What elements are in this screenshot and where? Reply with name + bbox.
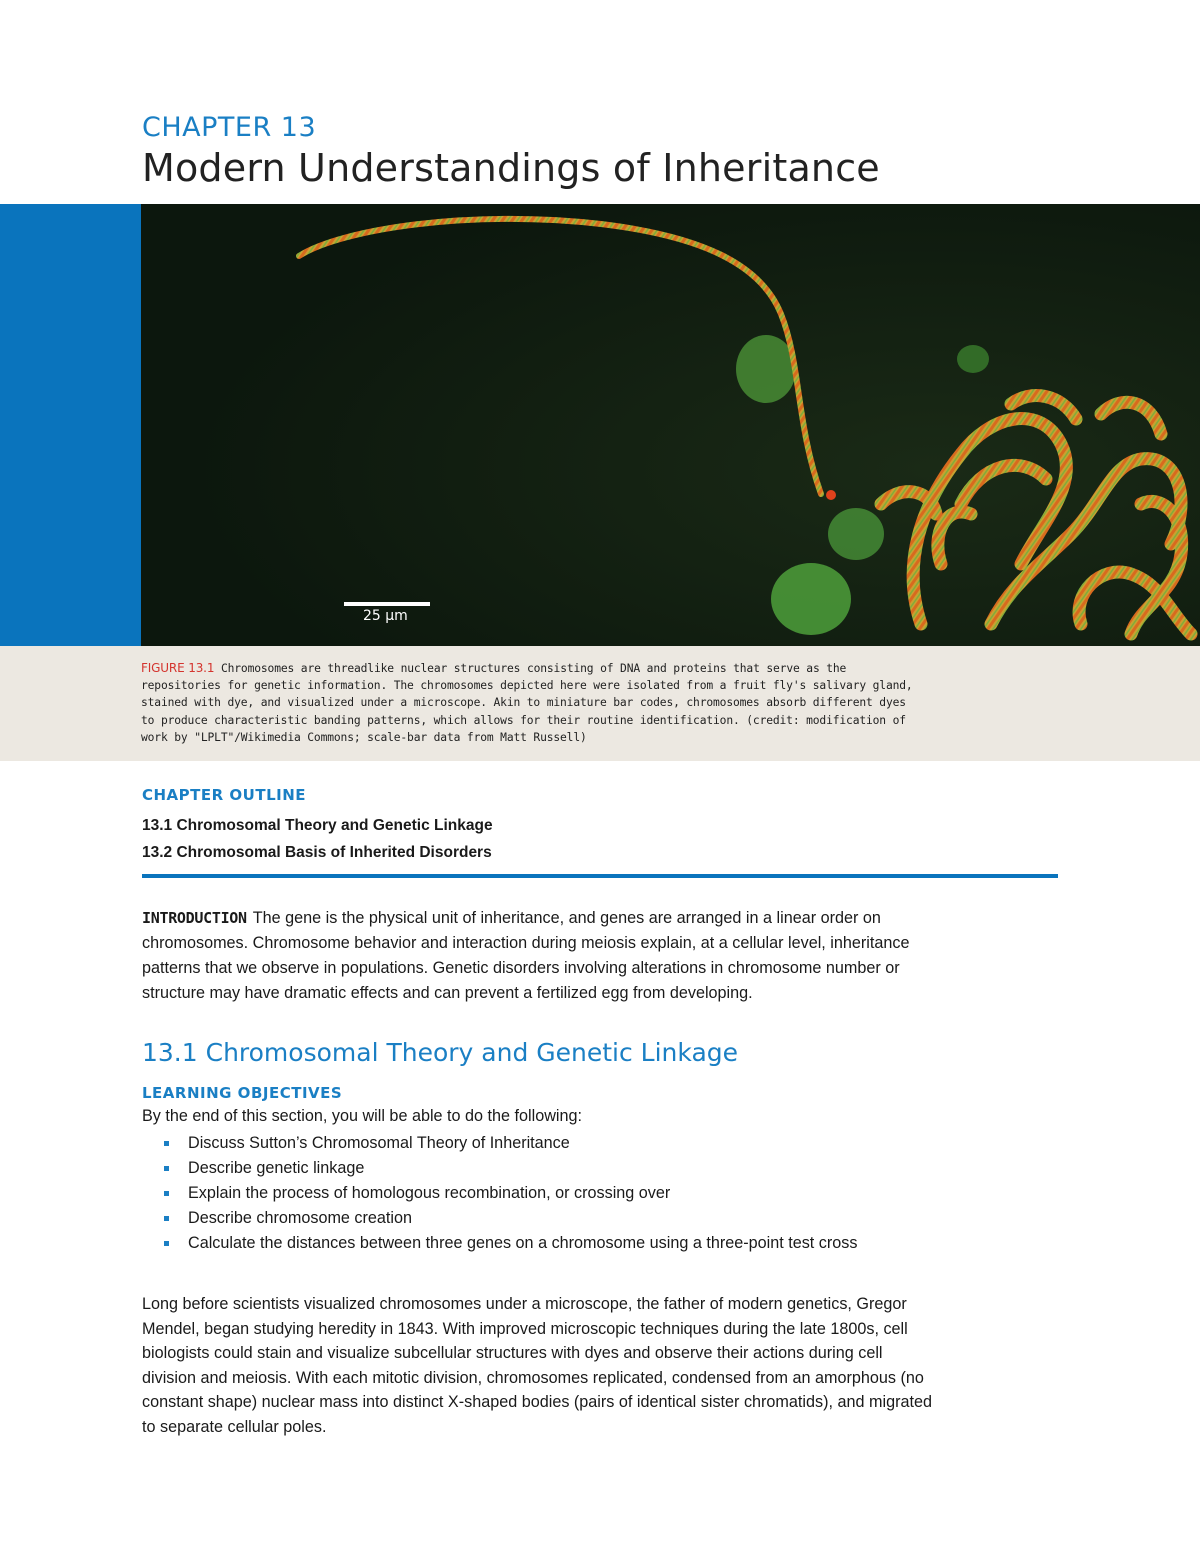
chapter-title: Modern Understandings of Inheritance: [142, 146, 880, 190]
figure-caption-text: Chromosomes are threadlike nuclear structures consisting of DNA and proteins that serve as the repositories for genetic information. The chromosomes depicted here were isolated from a fruit fly's salivary gland, stained with dye, and visualized under a microscope. Akin to miniature bar codes, chromosomes absorb different dyes to produce characteristic banding patterns, which allows for their routine identification. (credit: modification of work by "LPLT"/Wikimedia Commons; scale-bar data from Matt Russell): [141, 662, 913, 744]
introduction-text: The gene is the physical unit of inheritance, and genes are arranged in a linear order on chromosomes. Chromosome behavior and interaction during meiosis explain, at a cellular level, inheritance patterns that we observe in populations. Genetic disorders involving alterations in chromosome number or structure may have dramatic effects and can prevent a fertilized egg from developing.: [142, 909, 910, 1002]
outline-item[interactable]: 13.2 Chromosomal Basis of Inherited Disorders: [142, 844, 492, 861]
outline-divider: [142, 874, 1058, 878]
outline-heading: CHAPTER OUTLINE: [142, 786, 307, 804]
scale-bar-label: 25 µm: [363, 608, 408, 624]
bullet-icon: [164, 1241, 169, 1246]
introduction-label: INTRODUCTION: [142, 909, 247, 927]
objective-text: Discuss Sutton’s Chromosomal Theory of Inheritance: [188, 1134, 570, 1152]
scale-bar: [344, 602, 430, 606]
bullet-icon: [164, 1166, 169, 1171]
objective-text: Explain the process of homologous recombination, or crossing over: [188, 1184, 671, 1202]
section-title: 13.1 Chromosomal Theory and Genetic Linkage: [142, 1038, 739, 1067]
chapter-hero-figure: [0, 204, 1200, 646]
chapter-label: CHAPTER 13: [142, 112, 317, 143]
list-item: [164, 1156, 914, 1181]
bullet-icon: [164, 1191, 169, 1196]
objective-text: Describe chromosome creation: [188, 1209, 413, 1227]
chromosome-micrograph: [141, 204, 1200, 646]
bullet-icon: [164, 1141, 169, 1146]
chromosome-illustration: [141, 204, 1200, 646]
figure-caption-box: [0, 646, 1200, 761]
list-item: [164, 1181, 914, 1206]
list-item: [164, 1206, 914, 1231]
bullet-icon: [164, 1216, 169, 1221]
objective-text: Calculate the distances between three genes on a chromosome using a three-point test cross: [188, 1234, 858, 1252]
learning-objectives-intro: By the end of this section, you will be able to do the following:: [142, 1107, 583, 1125]
introduction-paragraph: [142, 906, 932, 1006]
learning-objectives-list: [164, 1131, 914, 1256]
outline-item[interactable]: 13.1 Chromosomal Theory and Genetic Linkage: [142, 817, 493, 834]
list-item: [164, 1131, 914, 1156]
figure-label: FIGURE 13.1: [141, 661, 215, 675]
hero-accent-bar: [0, 204, 141, 646]
body-paragraph: Long before scientists visualized chromosomes under a microscope, the father of modern genetics, Gregor Mendel, began studying heredity in 1843. With improved microscopic techniques during the late 1800s, cell biologists could stain and visualize subcellular structures with dyes and observe their actions during cell division and meiosis. With each mitotic division, chromosomes replicated, condensed from an amorphous (no constant shape) nuclear mass into distinct X-shaped bodies (pairs of identical sister chromatids), and migrated to separate cellular poles.: [142, 1295, 932, 1436]
objective-text: Describe genetic linkage: [188, 1159, 365, 1177]
list-item: [164, 1231, 914, 1256]
learning-objectives-heading: LEARNING OBJECTIVES: [142, 1084, 343, 1102]
figure-caption: [141, 660, 916, 746]
